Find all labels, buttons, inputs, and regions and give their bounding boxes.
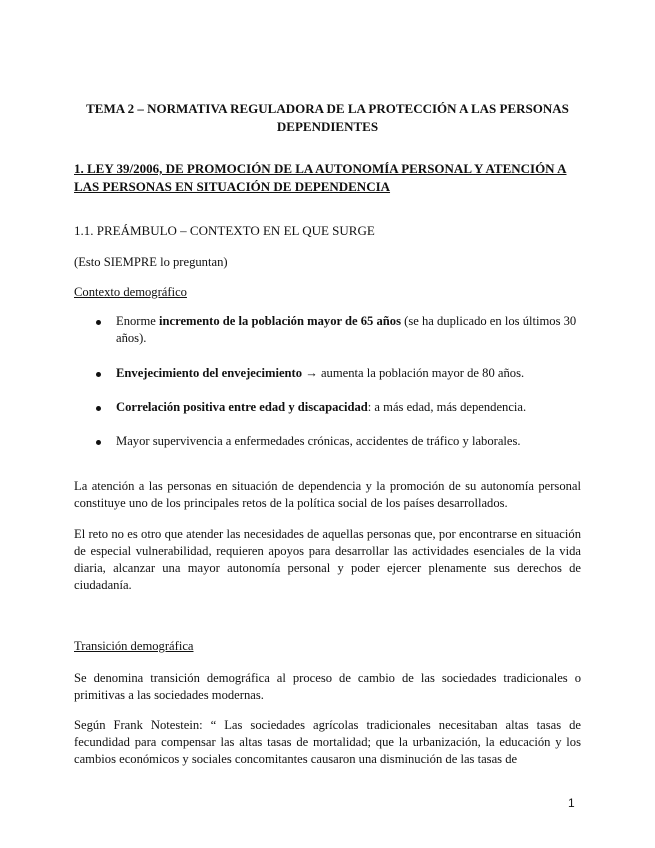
section-heading: 1. LEY 39/2006, DE PROMOCIÓN DE LA AUTONOMÍA PERSONAL Y ATENCIÓN A LAS PERSONAS EN SITUACIÓN DE DEPENDENCIA (74, 161, 567, 194)
bullet-bold: Correlación positiva entre edad y discapacidad (116, 400, 368, 414)
bullet-item (96, 399, 581, 416)
paragraph: Se denomina transición demográfica al proceso de cambio de las sociedades tradicionales o primitivas a las sociedades modernas. (74, 671, 581, 702)
transition-label: Transición demográfica (74, 639, 194, 653)
bullet-post: (se ha duplicado en los últimos 30 años). (116, 314, 577, 345)
document-title: TEMA 2 – NORMATIVA REGULADORA DE LA PROTECCIÓN A LAS PERSONAS DEPENDIENTES (86, 101, 569, 134)
paragraph: El reto no es otro que atender las necesidades de aquellas personas que, por encontrarse en situación de especial vulnerabilidad, requieren apoyos para desarrollar las actividades esenciales de la vida diaria, alcanzar una mayor autonomía personal y poder ejercer plenamente sus derechos de ciudadanía. (74, 527, 581, 592)
bullet-dot-icon (96, 320, 101, 325)
note-text: (Esto SIEMPRE lo preguntan) (74, 255, 228, 269)
bullet-bold: Envejecimiento del envejecimiento (116, 366, 303, 380)
bullet-item (96, 313, 581, 347)
bullet-list (96, 313, 581, 450)
bullet-pre: Enorme (116, 314, 160, 328)
context-label: Contexto demográfico (74, 285, 187, 299)
bullet-bold: incremento de la población mayor de 65 años (159, 314, 401, 328)
paragraph: La atención a las personas en situación de dependencia y la promoción de su autonomía personal constituye uno de los principales retos de la política social de los países desarrollados. (74, 479, 581, 510)
bullet-post: → aumenta la población mayor de 80 años. (302, 366, 525, 380)
bullet-item (96, 365, 581, 382)
bullet-dot-icon (96, 440, 101, 445)
bullet-dot-icon (96, 372, 101, 377)
page-number: 1 (568, 796, 575, 810)
paragraph: Según Frank Notestein: “ Las sociedades agrícolas tradicionales necesitaban altas tasas de fecundidad para compensar las altas tasas de mortalidad; que la urbanización, la educación y los cambios económicos y sociales concomitantes causaron una disminución de las tasas de (74, 718, 581, 766)
sub-heading: 1.1. PREÁMBULO – CONTEXTO EN EL QUE SURGE (74, 223, 375, 238)
bullet-post: : a más edad, más dependencia. (367, 400, 527, 414)
bullet-post: Mayor supervivencia a enfermedades crónicas, accidentes de tráfico y laborales. (116, 434, 521, 448)
bullet-dot-icon (96, 406, 101, 411)
bullet-item (96, 433, 581, 450)
